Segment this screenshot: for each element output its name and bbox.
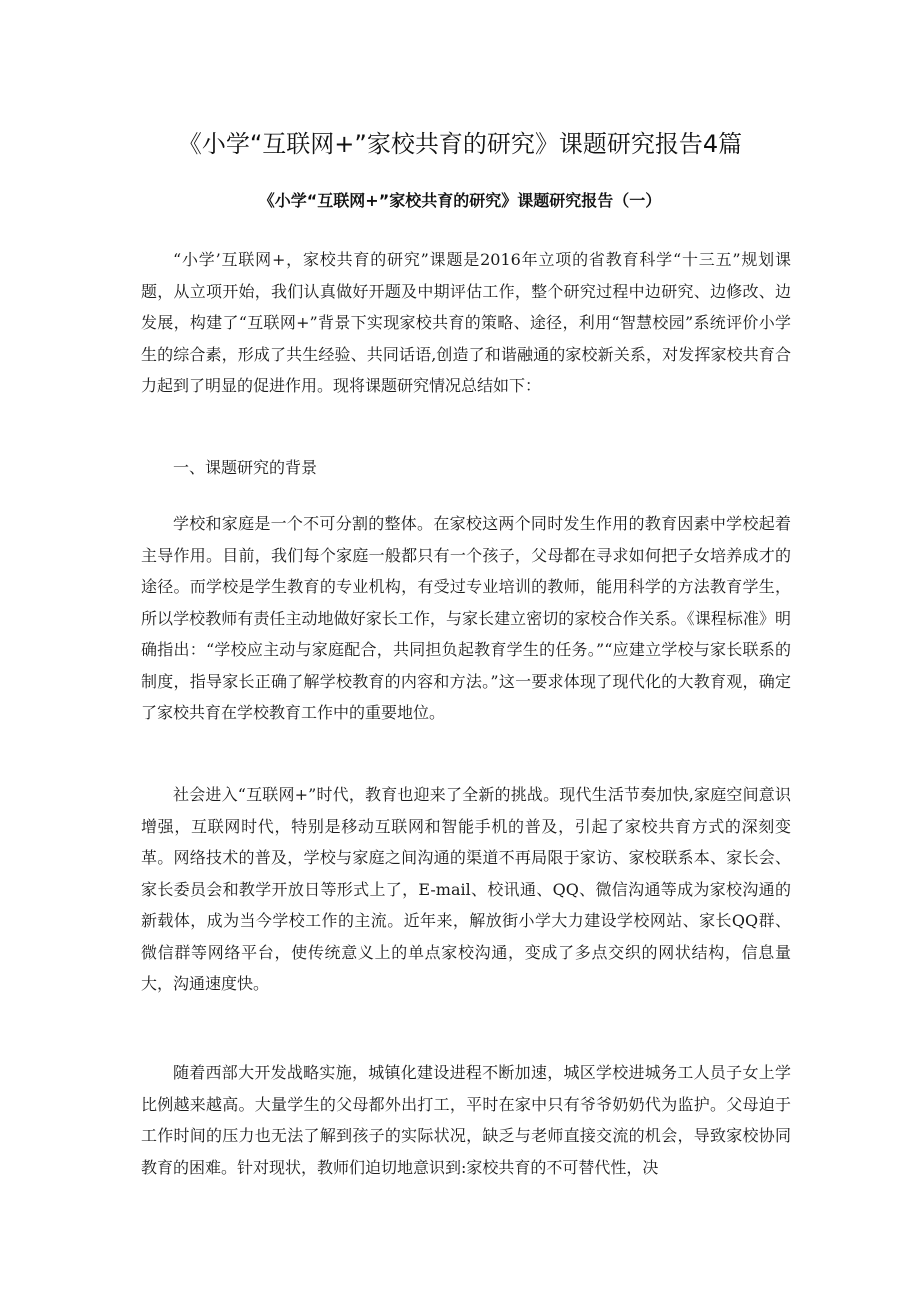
document-subtitle: 《小学“互联网+”家校共育的研究》课题研究报告（一） bbox=[258, 191, 662, 210]
paragraph-urbanization: 随着西部大开发战略实施，城镇化建设进程不断加速，城区学校进城务工人员子女上学比例越来越高。大量学生的父母都外出打工，平时在家中只有爷爷奶奶代为监护。父母迫于工作时间的压力也无法了解到孩子的实际状况，缺乏与老师直接交流的机会，导致家校协同教育的困难。针对现状，教师们迫切地意识到:家校共育的不可替代性，决 bbox=[141, 1063, 791, 1177]
paragraph-school-family: 学校和家庭是一个不可分割的整体。在家校这两个同时发生作用的教育因素中学校起着主导作用。目前，我们每个家庭一般都只有一个孩子，父母都在寻求如何把子女培养成才的途径。而学校是学生教育的专业机构，有受过专业培训的教师，能用科学的方法教育学生，所以学校教师有责任主动地做好家长工作，与家长建立密切的家校合作关系。《课程标准》明确指出：“学校应主动与家庭配合，共同担负起教育学生的任务。”“应建立学校与家长联系的制度，指导家长正确了解学校教育的内容和方法。”这一要求体现了现代化的大教育观，确定了家校共育在学校教育工作中的重要地位。 bbox=[141, 514, 791, 722]
paragraph-intro: “小学’互联网+，家校共育的研究”课题是2016年立项的省教育科学“十三五”规划课题，从立项开始，我们认真做好开题及中期评估工作，整个研究过程中边研究、边修改、边发展，构建了“互联网+”背景下实现家校共育的策略、途径，利用“智慧校园”系统评价小学生的综合素，形成了共生经验、共同话语,创造了和谐融通的家校新关系，对发挥家校共育合力起到了明显的促进作用。现将课题研究情况总结如下： bbox=[141, 250, 791, 395]
paragraph-internet-era: 社会进入“互联网+”时代，教育也迎来了全新的挑战。现代生活节奏加快,家庭空间意识增强，互联网时代，特别是移动互联网和智能手机的普及，引起了家校共育方式的深刻变革。网络技术的普及，学校与家庭之间沟通的渠道不再局限于家访、家校联系本、家长会、家长委员会和教学开放日等形式上了，E-mail、校讯通、QQ、微信沟通等成为家校沟通的新载体，成为当今学校工作的主流。近年来，解放街小学大力建设学校网站、家长QQ群、微信群等网络平台，使传统意义上的单点家校沟通，变成了多点交织的网状结构，信息量大，沟通速度快。 bbox=[141, 785, 791, 993]
section-heading-background: 一、课题研究的背景 bbox=[173, 458, 318, 477]
document-title: 《小学“互联网+”家校共育的研究》课题研究报告4篇 bbox=[177, 130, 743, 158]
